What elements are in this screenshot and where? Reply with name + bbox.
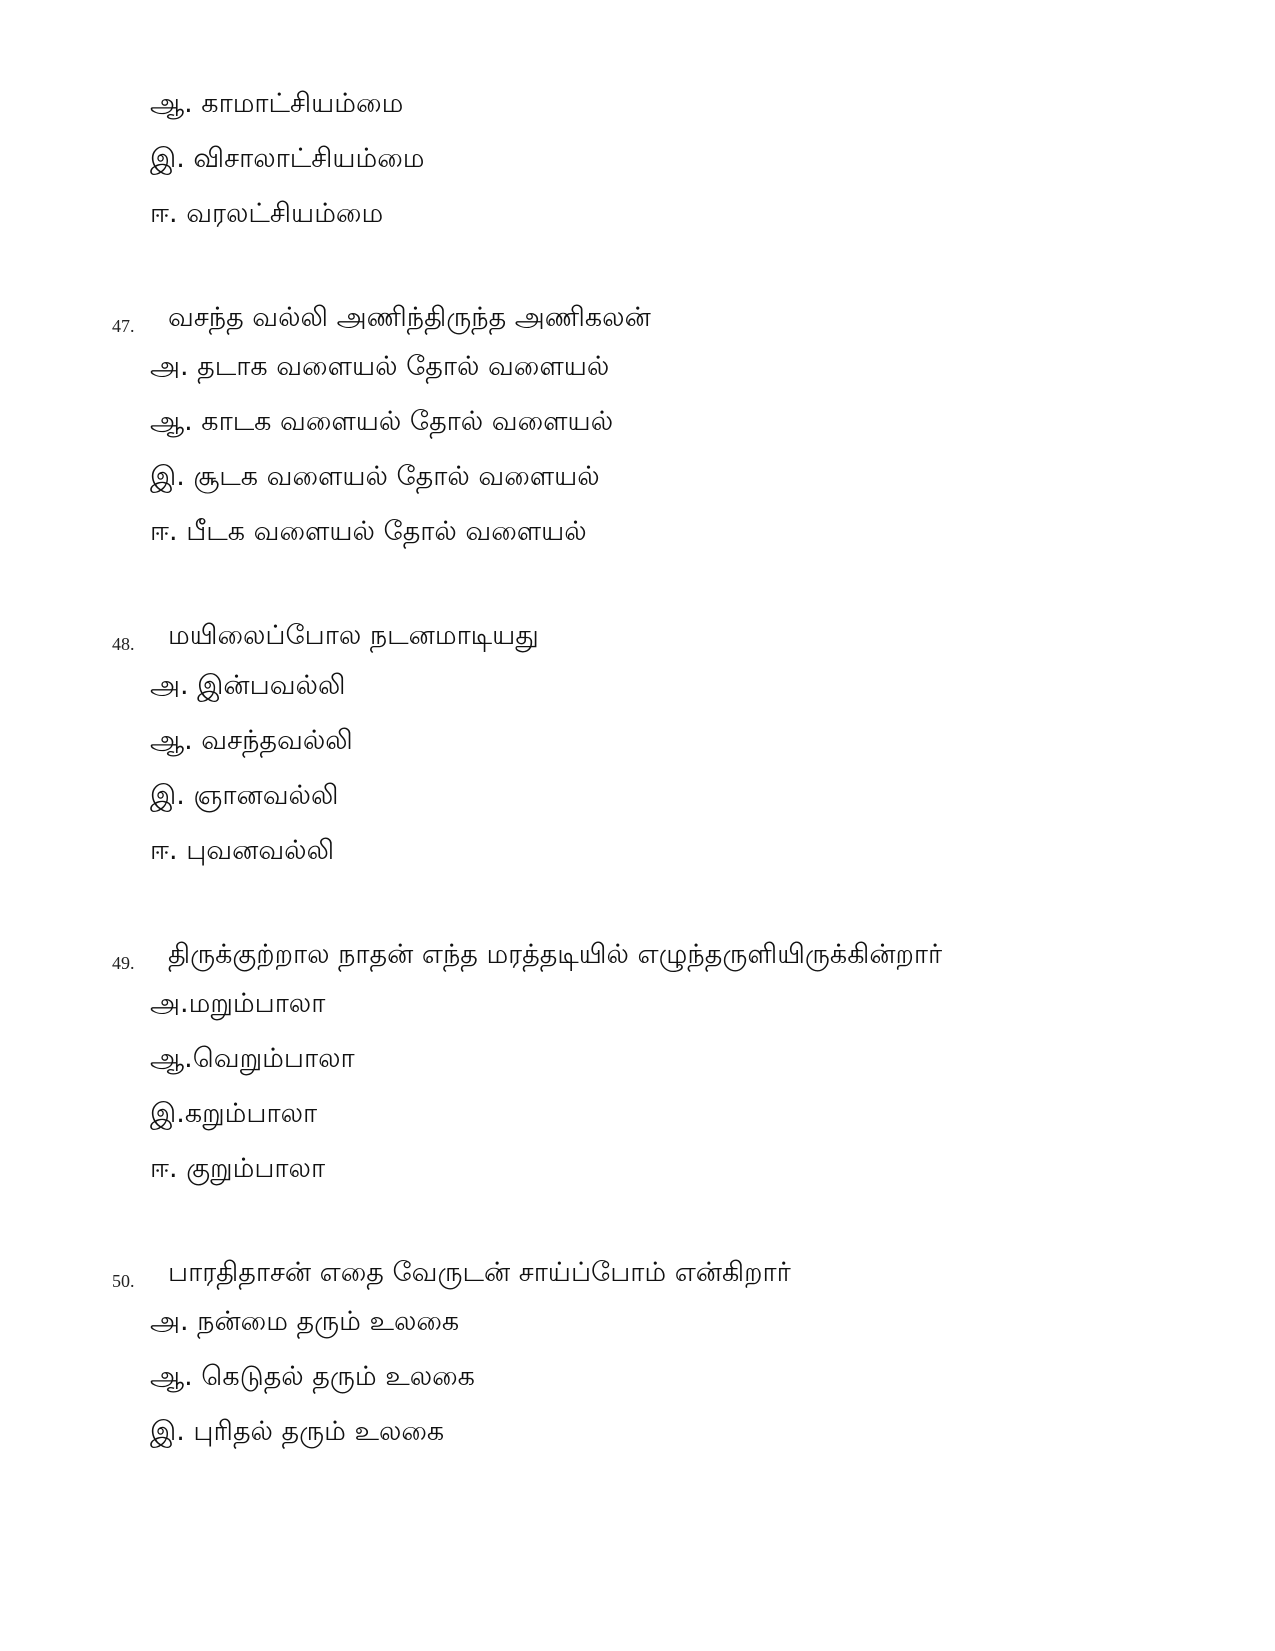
option-line: ஈ. பீடக வளையல் தோல் வளையல் — [150, 516, 587, 547]
question-text: வசந்த வல்லி அணிந்திருந்த அணிகலன் — [168, 302, 651, 333]
question-number: 48. — [112, 634, 135, 654]
option-line: ஈ. குறும்பாலா — [150, 1153, 326, 1184]
option-line: ஆ. காமாட்சியம்மை — [150, 88, 404, 119]
question-number: 49. — [112, 953, 135, 973]
option-line: அ. இன்பவல்லி — [150, 670, 346, 701]
question-number: 47. — [112, 316, 135, 336]
option-line: இ. விசாலாட்சியம்மை — [150, 143, 425, 174]
question-text: மயிலைப்போல நடனமாடியது — [168, 620, 539, 651]
option-line: ஆ.வெறும்பாலா — [150, 1043, 355, 1074]
option-line: அ. தடாக வளையல் தோல் வளையல் — [150, 351, 610, 382]
question-number: 50. — [112, 1271, 135, 1291]
question-text: பாரதிதாசன் எதை வேருடன் சாய்ப்போம் என்கிறார் — [168, 1257, 791, 1288]
option-line: அ.மறும்பாலா — [150, 988, 326, 1019]
option-line: இ. புரிதல் தரும் உலகை — [150, 1416, 445, 1447]
option-line: ஈ. வரலட்சியம்மை — [150, 198, 384, 229]
option-line: இ. சூடக வளையல் தோல் வளையல் — [150, 461, 600, 492]
option-line: இ.கறும்பாலா — [150, 1098, 318, 1129]
option-line: அ. நன்மை தரும் உலகை — [150, 1306, 460, 1337]
option-line: ஈ. புவனவல்லி — [150, 835, 335, 866]
question-text: திருக்குற்றால நாதன் எந்த மரத்தடியில் எழுந்தருளியிருக்கின்றார் — [168, 939, 943, 970]
option-line: இ. ஞானவல்லி — [150, 780, 339, 811]
option-line: ஆ. காடக வளையல் தோல் வளையல் — [150, 406, 614, 437]
option-line: ஆ. வசந்தவல்லி — [150, 725, 353, 756]
option-line: ஆ. கெடுதல் தரும் உலகை — [150, 1361, 475, 1392]
